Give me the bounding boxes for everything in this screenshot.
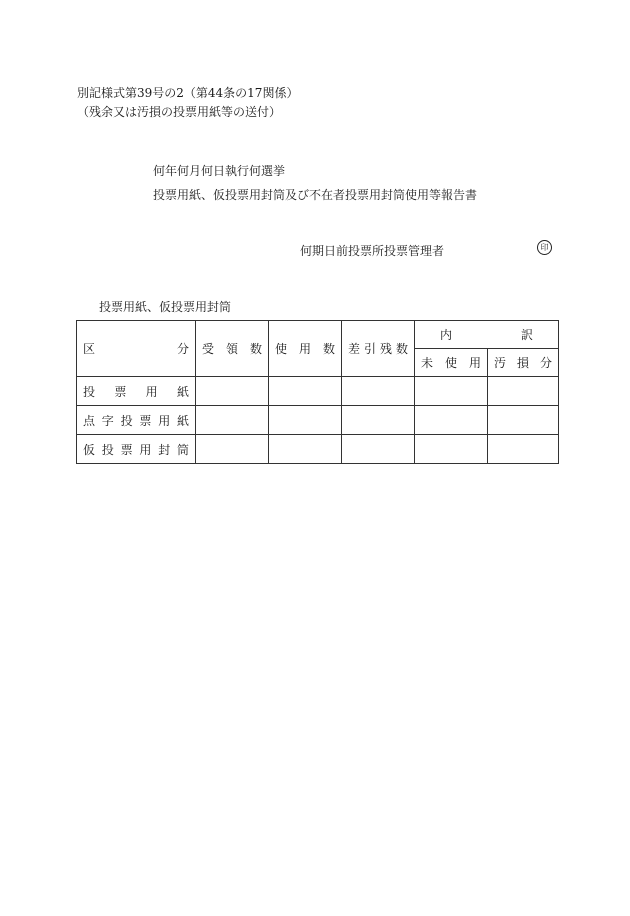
- cell-char: 投: [101, 442, 114, 457]
- row-label-braille-ballot: [77, 406, 196, 435]
- cell-text: [342, 340, 414, 357]
- cell-unused: [415, 406, 488, 435]
- cell-char: 数: [395, 342, 408, 356]
- cell-received: [196, 377, 269, 406]
- cell-char: 字: [101, 413, 114, 428]
- cell-char: 用: [468, 356, 481, 370]
- cell-char: 区: [83, 342, 96, 356]
- cell-char: 紙: [176, 413, 189, 428]
- cell-damaged: [488, 377, 559, 406]
- cell-char: 訳: [520, 328, 533, 342]
- cell-text: [415, 326, 558, 343]
- cell-used: [269, 406, 342, 435]
- header-breakdown: [415, 321, 559, 349]
- cell-unused: [415, 435, 488, 464]
- cell-char: 封: [158, 442, 171, 457]
- table-row: [77, 377, 559, 406]
- cell-text: [269, 340, 341, 357]
- cell-text: [77, 340, 195, 357]
- header-damaged: [488, 349, 559, 377]
- cell-char: 使: [444, 356, 457, 370]
- cell-char: 残: [379, 342, 392, 356]
- table-row: [77, 406, 559, 435]
- row-label-ballot-paper: [77, 377, 196, 406]
- cell-char: 損: [516, 356, 529, 370]
- header-remaining: [342, 321, 415, 377]
- election-line: 何年何月何日執行何選挙: [153, 164, 286, 178]
- cell-char: 用: [139, 442, 152, 457]
- cell-char: 用: [298, 342, 311, 356]
- cell-text: [77, 441, 195, 458]
- cell-char: 票: [114, 384, 127, 399]
- header-unused: [415, 349, 488, 377]
- cell-char: 数: [249, 342, 262, 356]
- cell-char: 用: [158, 413, 171, 428]
- cell-damaged: [488, 435, 559, 464]
- cell-char: 数: [322, 342, 335, 356]
- cell-remaining: [342, 406, 415, 435]
- cell-char: 引: [363, 342, 376, 356]
- cell-used: [269, 435, 342, 464]
- cell-char: 用: [145, 384, 158, 399]
- cell-char: 領: [225, 342, 238, 356]
- header-category: [77, 321, 196, 377]
- cell-char: 分: [176, 342, 189, 356]
- seal-mark: 印: [537, 240, 552, 255]
- form-number: 別記様式第39号の2（第44条の17関係）: [77, 86, 299, 100]
- cell-char: 分: [539, 356, 552, 370]
- cell-remaining: [342, 377, 415, 406]
- cell-text: [415, 354, 487, 371]
- cell-char: 未: [421, 356, 434, 370]
- cell-text: [196, 340, 268, 357]
- cell-char: 紙: [176, 384, 189, 399]
- report-table: [76, 320, 559, 464]
- cell-char: 票: [139, 413, 152, 428]
- cell-remaining: [342, 435, 415, 464]
- cell-char: 投: [83, 384, 96, 399]
- cell-char: 汚: [494, 356, 507, 370]
- cell-char: 投: [120, 413, 133, 428]
- cell-used: [269, 377, 342, 406]
- cell-text: [488, 354, 558, 371]
- cell-char: 票: [120, 442, 133, 457]
- row-label-provisional-envelope: [77, 435, 196, 464]
- cell-unused: [415, 377, 488, 406]
- cell-char: 使: [275, 342, 288, 356]
- header-used: [269, 321, 342, 377]
- cell-char: 仮: [83, 442, 96, 457]
- form-subtitle: （残余又は汚損の投票用紙等の送付）: [77, 105, 282, 119]
- section-label: 投票用紙、仮投票用封筒: [99, 300, 232, 314]
- cell-received: [196, 435, 269, 464]
- cell-char: 点: [83, 413, 96, 428]
- cell-received: [196, 406, 269, 435]
- report-title: 投票用紙、仮投票用封筒及び不在者投票用封筒使用等報告書: [153, 188, 478, 202]
- table-row: [77, 435, 559, 464]
- manager-label: 何期日前投票所投票管理者: [300, 244, 445, 258]
- cell-damaged: [488, 406, 559, 435]
- cell-text: [77, 412, 195, 429]
- cell-char: 受: [202, 342, 215, 356]
- cell-text: [77, 383, 195, 400]
- header-received: [196, 321, 269, 377]
- cell-char: 内: [440, 328, 453, 342]
- cell-char: 差: [348, 342, 361, 356]
- cell-char: 筒: [176, 442, 189, 457]
